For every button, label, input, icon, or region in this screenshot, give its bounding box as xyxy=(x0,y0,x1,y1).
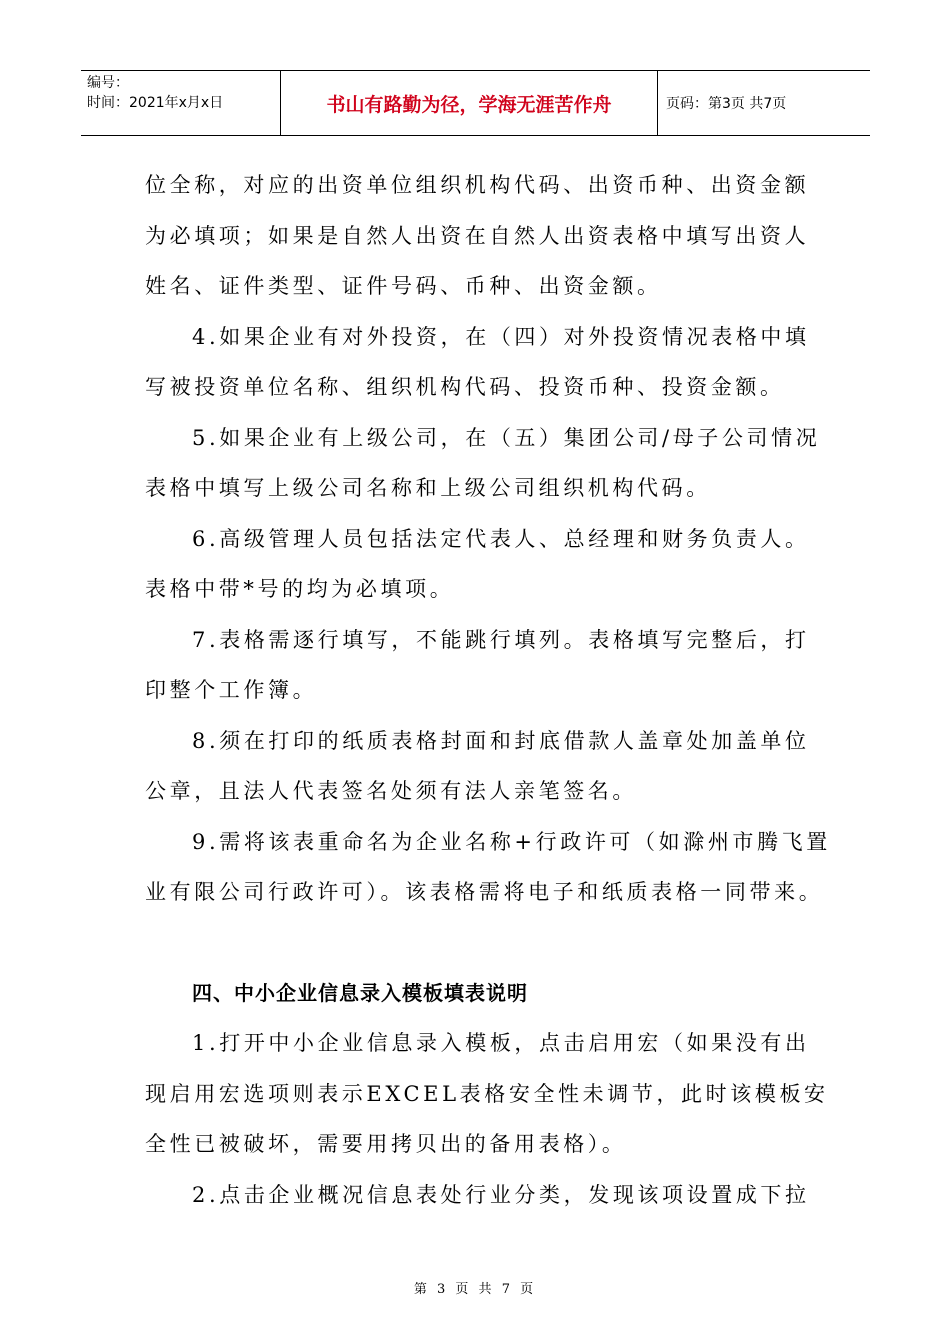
body-line: 为必填项；如果是自然人出资在自然人出资表格中填写出资人 xyxy=(145,223,810,248)
date-label: 时间：2021年x月x日 xyxy=(87,95,224,111)
section-spacer xyxy=(145,918,805,968)
body-line: 姓名、证件类型、证件号码、币种、出资金额。 xyxy=(145,274,662,298)
body-line: 全性已被破坏，需要用拷贝出的备用表格）。 xyxy=(145,1132,627,1156)
body-line: 写被投资单位名称、组织机构代码、投资币种、投资金额。 xyxy=(145,375,785,399)
body-line: 表格中填写上级公司名称和上级公司组织机构代码。 xyxy=(145,476,711,500)
document-body xyxy=(145,160,831,1220)
header-page-label: 页码：第3页 共7页 xyxy=(666,96,787,112)
body-line: 7.表格需逐行填写，不能跳行填列。表格填写完整后，打 xyxy=(192,627,810,652)
body-line: 现启用宏选项则表示EXCEL表格安全性未调节，此时该模板安 xyxy=(145,1081,829,1106)
number-label: 编号： xyxy=(87,75,129,91)
body-line: 1.打开中小企业信息录入模板，点击启用宏（如果没有出 xyxy=(192,1031,810,1055)
page-footer: 第 3 页 共 7 页 xyxy=(413,1282,537,1297)
section-heading: 四、中小企业信息录入模板填表说明 xyxy=(192,980,528,1005)
page-header xyxy=(81,70,870,136)
header-motto: 书山有路勤为径，学海无涯苦作舟 xyxy=(281,71,658,135)
body-line: 业有限公司行政许可）。该表格需将电子和纸质表格一同带来。 xyxy=(145,880,824,904)
header-meta xyxy=(81,71,281,135)
body-line: 6.高级管理人员包括法定代表人、总经理和财务负责人。 xyxy=(192,526,810,551)
body-line: 8.须在打印的纸质表格封面和封底借款人盖章处加盖单位 xyxy=(192,728,810,753)
body-line: 印整个工作簿。 xyxy=(145,678,318,702)
body-line: 5.如果企业有上级公司，在（五）集团公司/母子公司情况 xyxy=(192,425,821,450)
body-line: 9.需将该表重命名为企业名称+行政许可（如滁州市腾飞置 xyxy=(192,829,831,854)
body-line: 公章，且法人代表签名处须有法人亲笔签名。 xyxy=(145,779,637,803)
body-line: 表格中带*号的均为必填项。 xyxy=(145,577,455,601)
body-line: 位全称，对应的出资单位组织机构代码、出资币种、出资金额 xyxy=(145,173,810,197)
body-line: 4.如果企业有对外投资，在（四）对外投资情况表格中填 xyxy=(192,324,810,349)
body-line: 2.点击企业概况信息表处行业分类，发现该项设置成下拉 xyxy=(192,1182,810,1207)
